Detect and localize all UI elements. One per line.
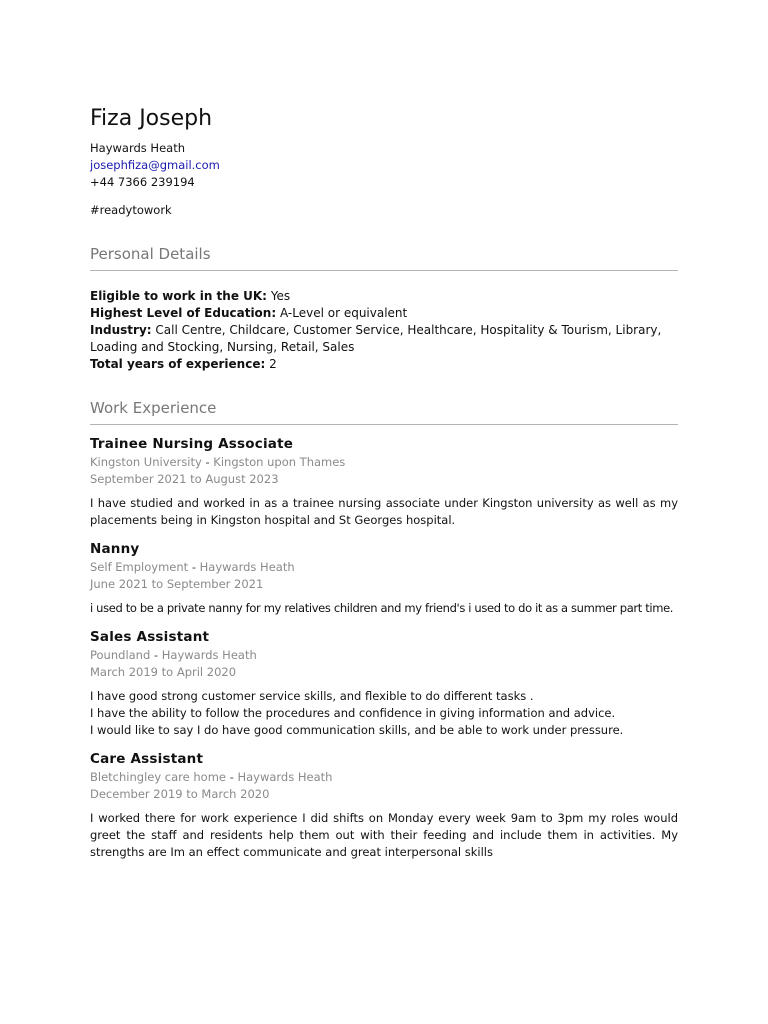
- job-separator: -: [205, 455, 210, 469]
- personal-details-section: [90, 244, 678, 373]
- job-entry: [90, 628, 678, 739]
- email-link[interactable]: josephfiza@gmail.com: [90, 158, 220, 172]
- job-employer: Self Employment: [90, 560, 189, 574]
- detail-label: Total years of experience:: [90, 357, 266, 371]
- job-employer-line: [90, 454, 678, 471]
- job-location: Haywards Heath: [199, 560, 295, 574]
- job-employer-line: [90, 647, 678, 664]
- job-location: Haywards Heath: [237, 770, 333, 784]
- section-title-personal-details: Personal Details: [90, 245, 211, 263]
- detail-label: Highest Level of Education:: [90, 306, 277, 320]
- phone-text: +44 7366 239194: [90, 175, 195, 189]
- hashtag-text: #readytowork: [90, 203, 172, 217]
- detail-label: Eligible to work in the UK:: [90, 289, 267, 303]
- section-divider: [90, 270, 678, 271]
- job-employer: Bletchingley care home: [90, 770, 226, 784]
- contact-info: [90, 140, 678, 191]
- job-description: I have studied and worked in as a trainee nursing associate under Kingston university as well as my placements being in Kingston hospital and St Georges hospital.: [90, 496, 678, 527]
- job-employer-line: [90, 559, 678, 576]
- detail-item: [90, 288, 678, 305]
- job-dates: March 2019 to April 2020: [90, 665, 237, 679]
- detail-value: Yes: [270, 289, 291, 303]
- candidate-name: Fiza Joseph: [90, 106, 213, 131]
- job-location: Haywards Heath: [161, 648, 257, 662]
- job-description: I have good strong customer service skills, and flexible to do different tasks . I have the ability to follow the procedures and confidence in giving information and advice. I would like to say I do have good communication skills, and be able to work under pressure.: [90, 689, 624, 737]
- detail-value: A-Level or equivalent: [279, 306, 408, 320]
- job-employer-line: [90, 769, 678, 786]
- job-dates: September 2021 to August 2023: [90, 472, 279, 486]
- job-dates: June 2021 to September 2021: [90, 577, 264, 591]
- job-entry: [90, 540, 678, 617]
- location-text: Haywards Heath: [90, 141, 185, 155]
- job-entry: [90, 750, 678, 861]
- job-description: i used to be a private nanny for my relatives children and my friend's i used to do it as a summer part time.: [90, 601, 674, 615]
- job-location: Kingston upon Thames: [213, 455, 346, 469]
- detail-item: [90, 356, 678, 373]
- job-title: Nanny: [90, 541, 140, 557]
- job-description: I worked there for work experience I did shifts on Monday every week 9am to 3pm my roles would greet the staff and residents help them out with their feeding and include them in activities. My strengths are Im an effect communicate and great interpersonal skills: [90, 811, 678, 859]
- job-employer: Poundland: [90, 648, 151, 662]
- resume-page: [90, 104, 678, 861]
- detail-value: 2: [269, 357, 277, 371]
- job-title: Care Assistant: [90, 751, 204, 767]
- detail-item: [90, 305, 678, 322]
- job-entry: [90, 435, 678, 529]
- work-experience-section: [90, 398, 678, 861]
- job-employer: Kingston University: [90, 455, 202, 469]
- job-dates: December 2019 to March 2020: [90, 787, 270, 801]
- section-divider: [90, 424, 678, 425]
- job-separator: -: [153, 648, 159, 662]
- personal-details-list: [90, 288, 678, 373]
- job-title: Trainee Nursing Associate: [90, 436, 294, 452]
- job-separator: -: [229, 770, 234, 784]
- job-title: Sales Assistant: [90, 629, 210, 645]
- job-separator: -: [191, 560, 196, 574]
- detail-item: [90, 322, 678, 356]
- detail-value: Call Centre, Childcare, Customer Service, Healthcare, Hospitality & Tourism, Library, Loading and Stocking, Nursing, Retail, Sales: [90, 323, 662, 354]
- section-title-work-experience: Work Experience: [90, 399, 217, 417]
- detail-label: Industry:: [90, 323, 152, 337]
